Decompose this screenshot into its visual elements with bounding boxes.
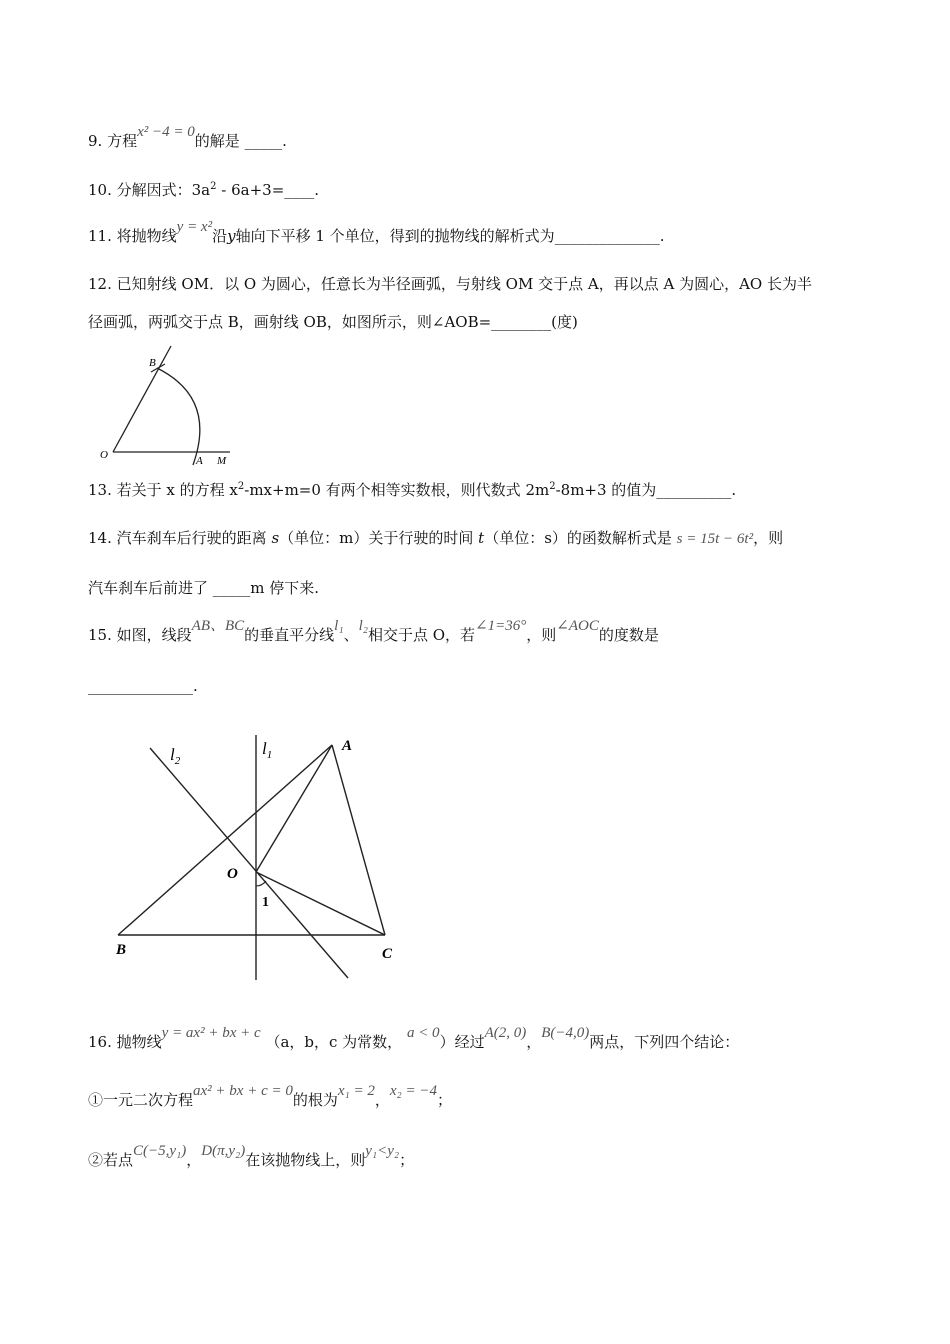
question-12-figure [95,340,245,470]
label-l2: $l_2$ [170,745,181,767]
question-14-line-2: 汽车刹车后前进了 _____m 停下来. [88,579,320,597]
question-12-line-2: 径画弧，两弧交于点 B，画射线 OB，如图所示，则∠AOB=________(度) [88,313,578,331]
equation: x² −4 = 0 [137,124,195,140]
question-16: 16. 抛物线y = ax² + bx + c （a，b，c 为常数， a < 0）经过A(2, 0)，B(−4,0)两点，下列四个结论： [88,1025,740,1051]
label-M: M [217,455,227,467]
label-O: O [100,449,108,461]
segment-AB [118,745,332,935]
answer-blank[interactable]: ______________ [88,677,193,695]
answer-blank[interactable]: ______________ [554,227,660,245]
conclusion-2: ②若点C(−5,y₁)，D(π,y₂)在该抛物线上，则y₁<y₂； [88,1143,415,1169]
question-11: 11. 将抛物线y = x²沿y轴向下平移 1 个单位，得到的抛物线的解析式为______________. [88,219,665,245]
label-A: A [342,738,353,754]
question-9: 9. 方程x² −4 = 0的解是 _____. [88,124,287,150]
label-A: A [196,455,203,467]
equation: y = x² [176,219,213,235]
label-B: B [149,357,156,369]
answer-blank[interactable]: _____ [244,132,283,150]
question-13: 13. 若关于 x 的方程 $x^2-mx+m=0$ 有两个相等实数根，则代数式 $2m^2-8m+3$ 的值为__________. [88,481,737,499]
segment-OA [256,745,332,872]
label-C: C [382,946,393,962]
conclusion-1: ①一元二次方程ax² + bx + c = 0的根为x₁ = 2，x₂ = −4； [88,1083,453,1109]
label-1: 1 [262,895,269,910]
answer-blank[interactable]: __________ [656,481,732,499]
arc-centered-O [157,368,200,465]
question-15: 15. 如图，线段AB、BC的垂直平分线l₁、l₂相交于点 O，若∠1=36°，则∠AOC的度数是 [88,618,659,644]
question-15-figure [110,730,420,990]
ray-OB [113,346,171,452]
label-O: O [227,866,238,882]
segment-OC [256,872,385,935]
question-10: 10. 分解因式：$3a^2$ - 6a+3=____. [88,181,320,199]
question-15-blank-line: ______________. [88,677,198,695]
answer-blank[interactable]: ____ [284,181,315,199]
question-12-line-1: 12. 已知射线 OM．以 O 为圆心，任意长为半径画弧，与射线 OM 交于点 A，再以点 A 为圆心，AO 长为半 [88,275,812,293]
segment-AC [332,745,385,935]
equation: y = ax² + bx + c [161,1025,261,1041]
equation: s = 15t − 6t² [676,531,754,547]
line-l2 [150,748,348,978]
question-14-line-1: 14. 汽车刹车后行驶的距离 s（单位：m）关于行驶的时间 t（单位：s）的函数解析式是 s = 15t − 6t²，则 [88,529,784,547]
label-l1: $l_1$ [262,739,273,761]
label-B: B [116,942,127,958]
